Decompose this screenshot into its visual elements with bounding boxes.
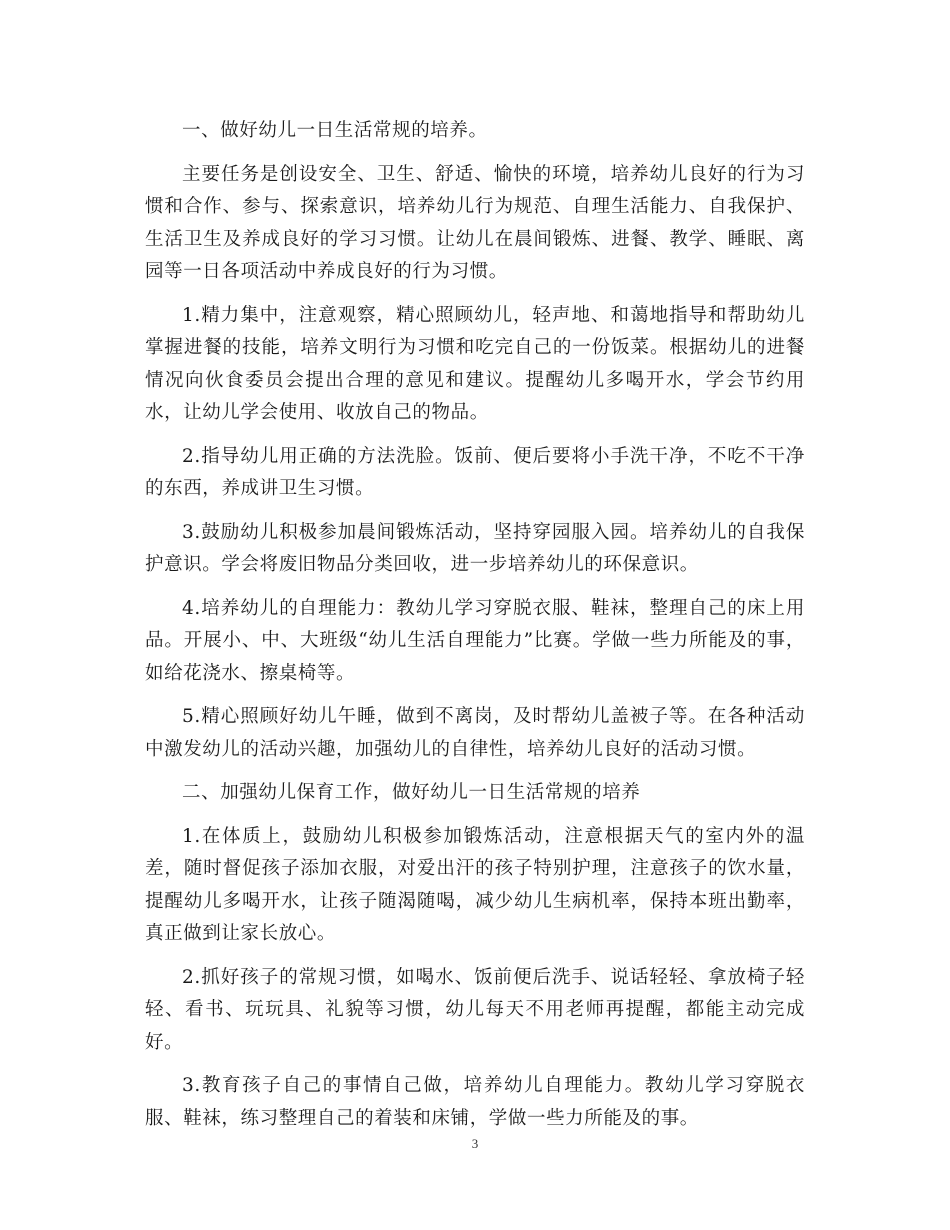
list-item-4: 4.培养幼儿的自理能力：教幼儿学习穿脱衣服、鞋袜，整理自己的床上用品。开展小、中、大班级“幼儿生活自理能力”比赛。学做一些力所能及的事，如给花浇水、擦桌椅等。 [145,597,805,684]
list-item-2-3: 3.教育孩子自己的事情自己做，培养幼儿自理能力。教幼儿学习穿脱衣服、鞋袜，练习整理自己的着装和床铺，学做一些力所能及的事。 [145,1075,805,1129]
page-number: 3 [471,1136,479,1151]
list-item-1: 1.精力集中，注意观察，精心照顾幼儿，轻声地、和蔼地指导和帮助幼儿掌握进餐的技能，培养文明行为习惯和吃完自己的一份饭菜。根据幼儿的进餐情况向伙食委员会提出合理的意见和建议。提醒幼儿多喝开水，学会节约用水，让幼儿学会使用、收放自己的物品。 [145,304,805,423]
list-item-3: 3.鼓励幼儿积极参加晨间锻炼活动，坚持穿园服入园。培养幼儿的自我保护意识。学会将废旧物品分类回收，进一步培养幼儿的环保意识。 [145,521,805,575]
paragraph-main-task: 主要任务是创设安全、卫生、舒适、愉快的环境，培养幼儿良好的行为习惯和合作、参与、探索意识，培养幼儿行为规范、自理生活能力、自我保护、生活卫生及养成良好的学习习惯。让幼儿在晨间锻炼、进餐、教学、睡眠、离园等一日各项活动中养成良好的行为习惯。 [145,163,805,282]
section-heading-1: 一、做好幼儿一日生活常规的培养。 [182,120,488,141]
list-item-2: 2.指导幼儿用正确的方法洗脸。饭前、便后要将小手洗干净，不吃不干净的东西，养成讲卫生习惯。 [145,445,805,499]
list-item-2-2: 2.抓好孩子的常规习惯，如喝水、饭前便后洗手、说话轻轻、拿放椅子轻轻、看书、玩玩具、礼貌等习惯，幼儿每天不用老师再提醒，都能主动完成好。 [145,966,805,1053]
document-body [145,115,805,1146]
list-item-2-1: 1.在体质上，鼓励幼儿积极参加锻炼活动，注意根据天气的室内外的温差，随时督促孩子添加衣服，对爱出汗的孩子特别护理，注意孩子的饮水量，提醒幼儿多喝开水，让孩子随渴随喝，减少幼儿生病机率，保持本班出勤率，真正做到让家长放心。 [145,825,805,944]
section-heading-2: 二、加强幼儿保育工作，做好幼儿一日生活常规的培养 [182,782,641,803]
list-item-5: 5.精心照顾好幼儿午睡，做到不离岗，及时帮幼儿盖被子等。在各种活动中激发幼儿的活动兴趣，加强幼儿的自律性，培养幼儿良好的活动习惯。 [145,706,805,760]
